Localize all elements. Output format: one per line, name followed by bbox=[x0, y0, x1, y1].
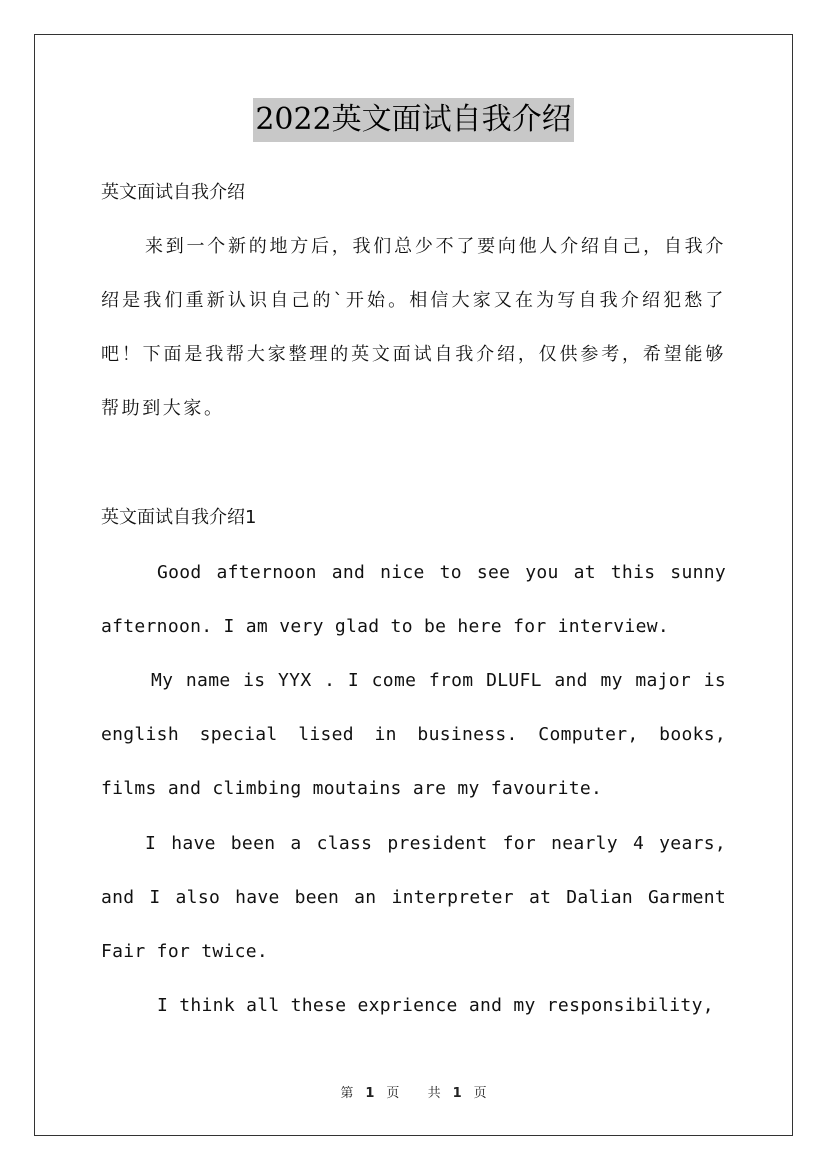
paragraph-2: My name is YYX . I come from DLUFL and my major is english special lised in business. Computer, books, films and climbing moutains are my favourite. bbox=[101, 670, 726, 799]
document-title: 2022英文面试自我介绍 bbox=[253, 98, 573, 142]
page-number bbox=[334, 1086, 405, 1101]
paragraph-3: I have been a class president for nearly 4 years, and I also have been an interpreter at Dalian Garment Fair for twice. bbox=[101, 833, 726, 962]
section-heading: 英文面试自我介绍 bbox=[101, 182, 245, 203]
title-container bbox=[0, 98, 827, 142]
page-footer bbox=[0, 1082, 827, 1101]
total-pages: 1 bbox=[452, 1086, 462, 1101]
page-total bbox=[422, 1086, 493, 1101]
page-current: 1 bbox=[365, 1086, 375, 1101]
total-prefix: 共 bbox=[427, 1086, 441, 1101]
page-suffix: 页 bbox=[386, 1086, 400, 1101]
intro-paragraph: 来到一个新的地方后，我们总少不了要向他人介绍自己，自我介绍是我们重新认识自己的`开始。相信大家又在为写自我介绍犯愁了吧！下面是我帮大家整理的英文面试自我介绍，仅供参考，希望能够帮助到大家。 bbox=[101, 236, 726, 419]
paragraph-4: I think all these exprience and my responsibility, bbox=[157, 995, 714, 1016]
paragraph-1: Good afternoon and nice to see you at this sunny afternoon. I am very glad to be here for interview. bbox=[101, 562, 726, 637]
total-suffix: 页 bbox=[473, 1086, 487, 1101]
page-prefix: 第 bbox=[340, 1086, 354, 1101]
sub-heading: 英文面试自我介绍1 bbox=[101, 507, 257, 528]
